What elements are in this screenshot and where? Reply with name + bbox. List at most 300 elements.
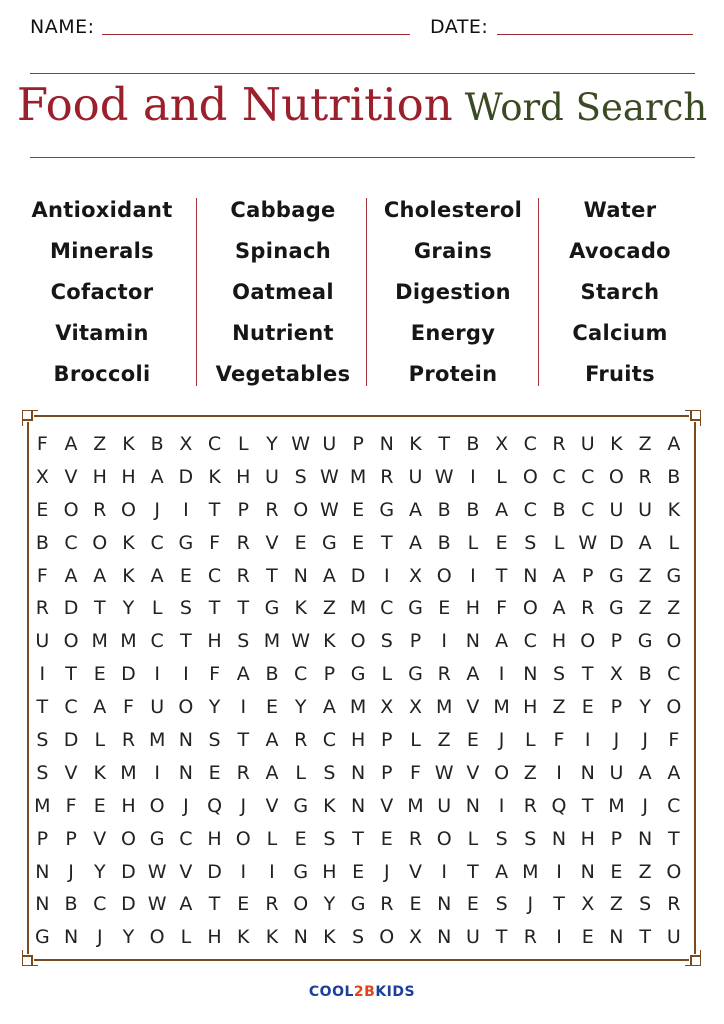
grid-letter[interactable]: L xyxy=(467,531,479,554)
grid-letter[interactable]: L xyxy=(295,761,306,784)
grid-letter[interactable]: M xyxy=(493,696,510,719)
grid-letter[interactable]: P xyxy=(581,564,594,587)
grid-letter[interactable]: M xyxy=(349,696,367,719)
grid-letter[interactable]: I xyxy=(269,860,275,883)
grid-letter[interactable]: W xyxy=(434,761,454,784)
grid-letter[interactable]: Y xyxy=(323,893,336,916)
grid-letter[interactable]: Q xyxy=(207,794,223,817)
grid-letter[interactable]: C xyxy=(207,564,222,587)
grid-letter[interactable]: W xyxy=(147,893,167,916)
grid-letter[interactable]: A xyxy=(93,564,107,587)
grid-letter[interactable]: O xyxy=(149,794,165,817)
grid-letter[interactable]: E xyxy=(581,696,594,719)
grid-letter[interactable]: I xyxy=(556,926,562,949)
grid-letter[interactable]: L xyxy=(237,433,249,455)
grid-letter[interactable]: K xyxy=(208,465,221,488)
grid-letter[interactable]: X xyxy=(495,433,509,455)
grid-letter[interactable]: W xyxy=(147,860,167,883)
grid-letter[interactable]: L xyxy=(94,729,106,752)
grid-letter[interactable]: U xyxy=(465,926,480,949)
grid-letter[interactable]: E xyxy=(265,696,278,719)
grid-letter[interactable]: V xyxy=(179,860,193,883)
grid-letter[interactable]: O xyxy=(92,531,108,554)
grid-letter[interactable]: H xyxy=(92,465,107,488)
grid-letter[interactable]: T xyxy=(495,564,508,587)
grid-letter[interactable]: C xyxy=(179,827,193,850)
grid-letter[interactable]: Y xyxy=(122,926,135,949)
grid-letter[interactable]: A xyxy=(150,564,164,587)
grid-letter[interactable]: C xyxy=(523,498,537,521)
grid-letter[interactable]: N xyxy=(178,761,193,784)
grid-letter[interactable]: L xyxy=(525,729,536,752)
grid-letter[interactable]: H xyxy=(465,597,481,620)
grid-letter[interactable]: C xyxy=(93,893,107,916)
grid-letter[interactable]: Z xyxy=(552,696,566,719)
grid-letter[interactable]: E xyxy=(93,663,106,686)
grid-letter[interactable]: E xyxy=(294,531,307,554)
grid-letter[interactable]: K xyxy=(122,531,135,554)
grid-letter[interactable]: G xyxy=(350,893,366,916)
grid-letter[interactable]: D xyxy=(63,597,79,620)
grid-letter[interactable]: S xyxy=(36,729,49,752)
grid-letter[interactable]: O xyxy=(350,630,366,653)
grid-letter[interactable]: A xyxy=(64,564,78,587)
grid-letter[interactable]: V xyxy=(380,794,394,817)
grid-letter[interactable]: O xyxy=(120,498,136,521)
grid-letter[interactable]: H xyxy=(236,465,251,488)
grid-letter[interactable]: C xyxy=(64,696,78,719)
grid-letter[interactable]: E xyxy=(438,597,451,620)
grid-letter[interactable]: L xyxy=(151,597,163,620)
grid-letter[interactable]: U xyxy=(580,433,595,455)
grid-letter[interactable]: M xyxy=(349,465,367,488)
grid-letter[interactable]: K xyxy=(122,433,135,455)
letter-grid[interactable] xyxy=(28,428,688,954)
grid-letter[interactable]: C xyxy=(667,794,681,817)
grid-letter[interactable]: C xyxy=(552,465,566,488)
grid-letter[interactable]: D xyxy=(121,893,136,916)
grid-letter[interactable]: I xyxy=(154,761,160,784)
grid-letter[interactable]: E xyxy=(237,893,250,916)
grid-letter[interactable]: N xyxy=(63,926,79,949)
grid-letter[interactable]: D xyxy=(63,729,79,752)
grid-letter[interactable]: T xyxy=(495,926,508,949)
grid-letter[interactable]: I xyxy=(183,663,189,686)
grid-letter[interactable]: O xyxy=(522,465,538,488)
grid-letter[interactable]: A xyxy=(408,498,422,521)
grid-letter[interactable]: N xyxy=(350,794,366,817)
grid-letter[interactable]: N xyxy=(609,926,624,949)
grid-letter[interactable]: V xyxy=(466,696,480,719)
date-line[interactable] xyxy=(497,34,693,35)
grid-letter[interactable]: M xyxy=(34,794,51,817)
grid-letter[interactable]: G xyxy=(408,663,423,686)
grid-letter[interactable]: H xyxy=(350,729,366,752)
grid-letter[interactable]: L xyxy=(553,531,565,554)
grid-letter[interactable]: I xyxy=(441,630,447,653)
grid-letter[interactable]: P xyxy=(610,696,623,719)
grid-letter[interactable]: A xyxy=(495,860,509,883)
grid-letter[interactable]: O xyxy=(436,827,452,850)
grid-letter[interactable]: Z xyxy=(638,433,652,455)
grid-letter[interactable]: B xyxy=(667,465,681,488)
grid-letter[interactable]: B xyxy=(638,663,652,686)
grid-letter[interactable]: V xyxy=(408,860,422,883)
grid-letter[interactable]: A xyxy=(466,663,480,686)
grid-letter[interactable]: O xyxy=(494,761,510,784)
grid-letter[interactable]: G xyxy=(293,794,309,817)
grid-letter[interactable]: B xyxy=(552,498,566,521)
grid-letter[interactable]: R xyxy=(581,597,595,620)
grid-letter[interactable]: U xyxy=(609,761,624,784)
grid-letter[interactable]: A xyxy=(495,498,509,521)
grid-letter[interactable]: T xyxy=(639,926,651,949)
grid-letter[interactable]: G xyxy=(637,630,653,653)
grid-letter[interactable]: U xyxy=(265,465,279,488)
grid-letter[interactable]: O xyxy=(293,893,309,916)
grid-letter[interactable]: P xyxy=(381,729,393,752)
grid-letter[interactable]: L xyxy=(381,663,393,686)
grid-letter[interactable]: S xyxy=(552,663,566,686)
grid-letter[interactable]: A xyxy=(667,761,681,784)
grid-letter[interactable]: S xyxy=(524,827,537,850)
grid-letter[interactable]: T xyxy=(180,630,192,653)
grid-letter[interactable]: Q xyxy=(551,794,567,817)
grid-letter[interactable]: N xyxy=(580,860,595,883)
grid-letter[interactable]: F xyxy=(668,729,680,752)
grid-letter[interactable]: Y xyxy=(122,597,135,620)
grid-letter[interactable]: G xyxy=(322,531,337,554)
grid-letter[interactable]: P xyxy=(352,433,364,455)
grid-letter[interactable]: A xyxy=(408,531,422,554)
grid-letter[interactable]: A xyxy=(322,696,336,719)
grid-letter[interactable]: O xyxy=(235,827,251,850)
grid-letter[interactable]: O xyxy=(666,860,682,883)
grid-letter[interactable]: Z xyxy=(667,597,681,620)
grid-letter[interactable]: H xyxy=(551,630,567,653)
grid-letter[interactable]: G xyxy=(379,498,395,521)
grid-letter[interactable]: M xyxy=(608,794,625,817)
grid-letter[interactable]: T xyxy=(380,531,393,554)
grid-letter[interactable]: O xyxy=(522,597,538,620)
grid-letter[interactable]: I xyxy=(240,860,247,883)
grid-letter[interactable]: T xyxy=(438,433,450,455)
grid-letter[interactable]: R xyxy=(294,729,308,752)
grid-letter[interactable]: A xyxy=(179,893,193,916)
grid-letter[interactable]: V xyxy=(265,531,279,554)
grid-letter[interactable]: A xyxy=(236,663,250,686)
grid-letter[interactable]: Z xyxy=(322,597,336,620)
grid-letter[interactable]: H xyxy=(207,630,222,653)
grid-letter[interactable]: A xyxy=(265,729,279,752)
grid-letter[interactable]: X xyxy=(408,696,422,719)
grid-letter[interactable]: J xyxy=(527,893,534,916)
grid-letter[interactable]: N xyxy=(35,860,50,883)
grid-letter[interactable]: R xyxy=(380,893,394,916)
grid-letter[interactable]: F xyxy=(122,696,134,719)
grid-letter[interactable]: M xyxy=(120,630,137,653)
grid-letter[interactable]: T xyxy=(553,893,565,916)
grid-letter[interactable]: P xyxy=(610,630,623,653)
grid-letter[interactable]: X xyxy=(35,465,49,488)
grid-letter[interactable]: O xyxy=(149,926,165,949)
grid-letter[interactable]: K xyxy=(610,433,623,455)
grid-letter[interactable]: J xyxy=(498,729,505,752)
grid-letter[interactable]: I xyxy=(556,761,562,784)
grid-letter[interactable]: K xyxy=(93,761,106,784)
grid-letter[interactable]: H xyxy=(207,926,222,949)
grid-letter[interactable]: T xyxy=(208,498,221,521)
grid-letter[interactable]: M xyxy=(120,761,137,784)
grid-letter[interactable]: N xyxy=(523,564,538,587)
grid-letter[interactable]: A xyxy=(322,564,336,587)
grid-letter[interactable]: K xyxy=(294,597,307,620)
grid-letter[interactable]: O xyxy=(293,498,309,521)
grid-letter[interactable]: U xyxy=(666,926,681,949)
grid-letter[interactable]: C xyxy=(523,630,537,653)
grid-letter[interactable]: J xyxy=(68,860,74,883)
grid-letter[interactable]: N xyxy=(293,564,308,587)
grid-letter[interactable]: O xyxy=(63,630,79,653)
grid-letter[interactable]: N xyxy=(437,893,452,916)
grid-letter[interactable]: R xyxy=(236,761,250,784)
grid-letter[interactable]: W xyxy=(319,465,339,488)
grid-letter[interactable]: A xyxy=(667,433,681,455)
grid-letter[interactable]: H xyxy=(121,794,136,817)
grid-letter[interactable]: T xyxy=(237,597,250,620)
grid-letter[interactable]: W xyxy=(291,433,311,455)
grid-letter[interactable]: J xyxy=(613,729,620,752)
grid-letter[interactable]: U xyxy=(322,433,337,455)
grid-letter[interactable]: X xyxy=(408,564,422,587)
grid-letter[interactable]: T xyxy=(65,663,77,686)
grid-letter[interactable]: X xyxy=(581,893,595,916)
grid-letter[interactable]: O xyxy=(666,696,682,719)
grid-letter[interactable]: O xyxy=(666,630,682,653)
grid-letter[interactable]: N xyxy=(551,827,567,850)
grid-letter[interactable]: M xyxy=(522,860,539,883)
grid-letter[interactable]: S xyxy=(495,893,508,916)
grid-letter[interactable]: I xyxy=(240,696,247,719)
grid-letter[interactable]: H xyxy=(523,696,538,719)
grid-letter[interactable]: G xyxy=(408,597,423,620)
grid-letter[interactable]: E xyxy=(352,860,365,883)
grid-letter[interactable]: S xyxy=(237,630,250,653)
grid-letter[interactable]: F xyxy=(36,433,48,455)
grid-letter[interactable]: Y xyxy=(266,433,278,455)
grid-letter[interactable]: Y xyxy=(93,860,106,883)
grid-letter[interactable]: D xyxy=(121,860,136,883)
grid-letter[interactable]: R xyxy=(236,531,250,554)
grid-letter[interactable]: I xyxy=(183,498,189,521)
grid-letter[interactable]: R xyxy=(265,893,279,916)
grid-letter[interactable]: K xyxy=(237,926,250,949)
grid-letter[interactable]: E xyxy=(36,498,49,521)
grid-letter[interactable]: L xyxy=(410,729,421,752)
grid-letter[interactable]: C xyxy=(150,531,164,554)
grid-letter[interactable]: S xyxy=(639,893,652,916)
grid-letter[interactable]: A xyxy=(495,630,509,653)
grid-letter[interactable]: D xyxy=(207,860,222,883)
grid-letter[interactable]: K xyxy=(323,794,336,817)
grid-letter[interactable]: G xyxy=(666,564,682,587)
grid-letter[interactable]: R xyxy=(35,597,49,620)
grid-letter[interactable]: B xyxy=(64,893,78,916)
grid-letter[interactable]: S xyxy=(323,761,336,784)
grid-letter[interactable]: M xyxy=(91,630,108,653)
grid-letter[interactable]: C xyxy=(294,663,308,686)
grid-letter[interactable]: B xyxy=(466,433,480,455)
grid-letter[interactable]: F xyxy=(65,794,77,817)
grid-letter[interactable]: W xyxy=(319,498,339,521)
grid-letter[interactable]: I xyxy=(470,465,476,488)
grid-letter[interactable]: C xyxy=(581,498,595,521)
grid-letter[interactable]: C xyxy=(380,597,394,620)
grid-letter[interactable]: X xyxy=(179,433,193,455)
grid-letter[interactable]: H xyxy=(322,860,337,883)
grid-letter[interactable]: P xyxy=(381,761,393,784)
grid-letter[interactable]: J xyxy=(183,794,189,817)
grid-letter[interactable]: O xyxy=(580,630,596,653)
grid-letter[interactable]: E xyxy=(610,860,623,883)
grid-letter[interactable]: F xyxy=(553,729,565,752)
grid-letter[interactable]: W xyxy=(434,465,454,488)
grid-letter[interactable]: H xyxy=(207,827,222,850)
grid-letter[interactable]: P xyxy=(65,827,77,850)
grid-letter[interactable]: P xyxy=(610,827,623,850)
grid-letter[interactable]: Z xyxy=(437,729,451,752)
grid-letter[interactable]: F xyxy=(410,761,421,784)
grid-letter[interactable]: W xyxy=(291,630,311,653)
grid-letter[interactable]: T xyxy=(208,893,221,916)
grid-letter[interactable]: O xyxy=(436,564,452,587)
grid-letter[interactable]: K xyxy=(323,926,336,949)
grid-letter[interactable]: D xyxy=(178,465,194,488)
grid-letter[interactable]: K xyxy=(122,564,135,587)
grid-letter[interactable]: J xyxy=(240,794,247,817)
grid-letter[interactable]: B xyxy=(466,498,480,521)
grid-letter[interactable]: E xyxy=(466,729,479,752)
grid-letter[interactable]: N xyxy=(465,630,480,653)
grid-letter[interactable]: A xyxy=(552,597,566,620)
grid-letter[interactable]: C xyxy=(207,433,222,455)
grid-letter[interactable]: A xyxy=(150,465,164,488)
grid-letter[interactable]: C xyxy=(322,729,337,752)
grid-letter[interactable]: U xyxy=(638,498,653,521)
grid-letter[interactable]: A xyxy=(265,761,279,784)
grid-letter[interactable]: P xyxy=(237,498,249,521)
grid-letter[interactable]: R xyxy=(93,498,107,521)
grid-letter[interactable]: M xyxy=(349,597,367,620)
grid-letter[interactable]: W xyxy=(578,531,598,554)
grid-letter[interactable]: G xyxy=(350,663,366,686)
grid-letter[interactable]: Y xyxy=(208,696,221,719)
grid-letter[interactable]: I xyxy=(154,663,160,686)
grid-letter[interactable]: S xyxy=(294,465,307,488)
grid-letter[interactable]: A xyxy=(638,531,652,554)
grid-letter[interactable]: R xyxy=(437,663,451,686)
grid-letter[interactable]: F xyxy=(36,564,48,587)
grid-letter[interactable]: V xyxy=(265,794,279,817)
grid-letter[interactable]: Z xyxy=(93,433,107,455)
grid-letter[interactable]: B xyxy=(35,531,49,554)
grid-letter[interactable]: B xyxy=(150,433,164,455)
grid-letter[interactable]: R xyxy=(552,433,566,455)
grid-letter[interactable]: N xyxy=(580,761,595,784)
grid-letter[interactable]: N xyxy=(437,926,452,949)
grid-letter[interactable]: G xyxy=(178,531,194,554)
grid-letter[interactable]: R xyxy=(265,498,279,521)
grid-letter[interactable]: U xyxy=(150,696,165,719)
grid-letter[interactable]: V xyxy=(64,465,78,488)
grid-letter[interactable]: I xyxy=(498,663,505,686)
grid-letter[interactable]: E xyxy=(466,893,479,916)
grid-letter[interactable]: S xyxy=(380,630,393,653)
grid-letter[interactable]: S xyxy=(323,827,336,850)
grid-letter[interactable]: E xyxy=(294,827,307,850)
grid-letter[interactable]: B xyxy=(437,498,451,521)
grid-letter[interactable]: A xyxy=(93,696,107,719)
grid-letter[interactable]: B xyxy=(265,663,279,686)
grid-letter[interactable]: N xyxy=(293,926,308,949)
grid-letter[interactable]: U xyxy=(35,630,50,653)
grid-letter[interactable]: E xyxy=(380,827,393,850)
grid-letter[interactable]: A xyxy=(638,761,652,784)
grid-letter[interactable]: M xyxy=(263,630,281,653)
grid-letter[interactable]: P xyxy=(36,827,49,850)
grid-letter[interactable]: E xyxy=(352,498,365,521)
grid-letter[interactable]: T xyxy=(668,827,680,850)
grid-letter[interactable]: R xyxy=(638,465,652,488)
grid-letter[interactable]: T xyxy=(352,827,364,850)
grid-letter[interactable]: I xyxy=(556,860,562,883)
grid-letter[interactable]: J xyxy=(383,860,390,883)
name-line[interactable] xyxy=(102,34,410,35)
grid-letter[interactable]: V xyxy=(93,827,107,850)
grid-letter[interactable]: N xyxy=(178,729,193,752)
grid-letter[interactable]: E xyxy=(93,794,106,817)
grid-letter[interactable]: P xyxy=(323,663,336,686)
grid-letter[interactable]: D xyxy=(350,564,366,587)
grid-letter[interactable]: G xyxy=(264,597,280,620)
grid-letter[interactable]: Z xyxy=(638,860,652,883)
grid-letter[interactable]: I xyxy=(498,794,505,817)
grid-letter[interactable]: S xyxy=(36,761,49,784)
grid-letter[interactable]: L xyxy=(668,531,680,554)
grid-letter[interactable]: P xyxy=(409,630,422,653)
grid-letter[interactable]: C xyxy=(64,531,78,554)
grid-letter[interactable]: X xyxy=(380,696,394,719)
grid-letter[interactable]: F xyxy=(209,531,221,554)
grid-letter[interactable]: K xyxy=(323,630,336,653)
grid-letter[interactable]: V xyxy=(466,761,480,784)
grid-letter[interactable]: Y xyxy=(639,696,651,719)
grid-letter[interactable]: G xyxy=(149,827,165,850)
grid-letter[interactable]: S xyxy=(352,926,365,949)
grid-letter[interactable]: N xyxy=(379,433,394,455)
grid-letter[interactable]: T xyxy=(581,794,594,817)
grid-letter[interactable]: J xyxy=(642,794,648,817)
grid-letter[interactable]: R xyxy=(667,893,681,916)
grid-letter[interactable]: S xyxy=(208,729,221,752)
grid-letter[interactable]: E xyxy=(352,531,365,554)
grid-letter[interactable]: F xyxy=(496,597,508,620)
grid-letter[interactable]: A xyxy=(64,433,78,455)
grid-letter[interactable]: L xyxy=(467,827,479,850)
grid-letter[interactable]: B xyxy=(437,531,451,554)
grid-letter[interactable]: T xyxy=(266,564,278,587)
grid-letter[interactable]: O xyxy=(379,926,395,949)
